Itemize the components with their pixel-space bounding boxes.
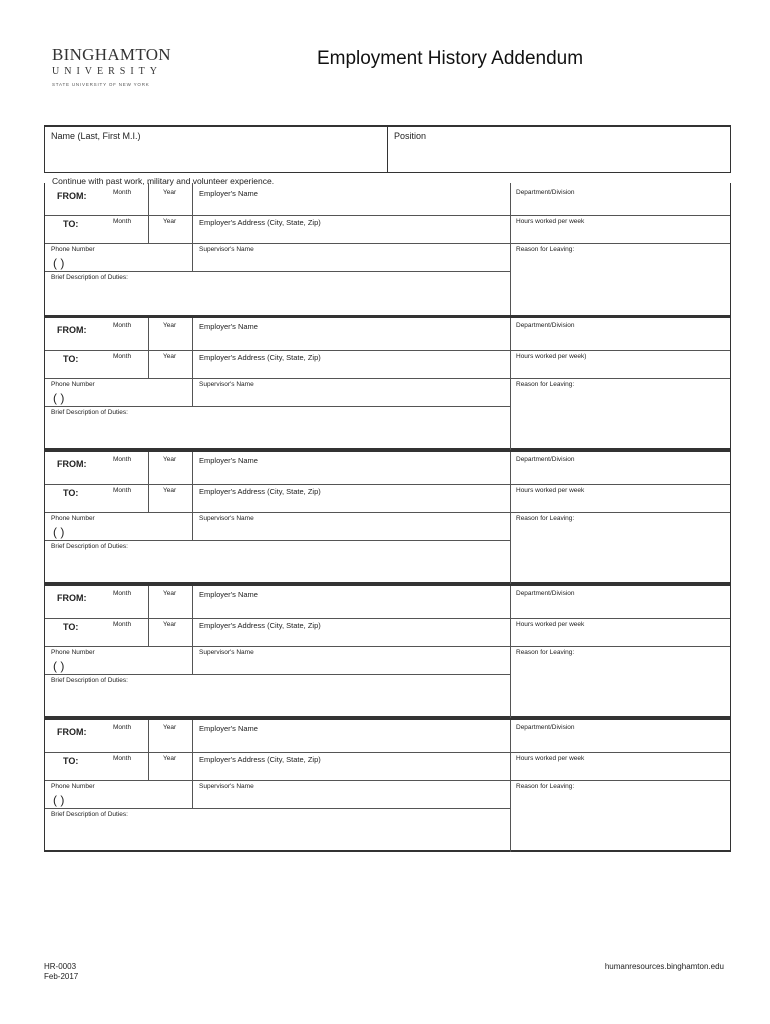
employment-entry [44, 316, 731, 450]
supervisor-field[interactable]: Supervisor's Name [199, 515, 254, 522]
employer-address-field[interactable]: Employer's Address (City, State, Zip) [199, 487, 321, 496]
supervisor-field[interactable]: Supervisor's Name [199, 246, 254, 253]
employment-entry [44, 718, 731, 852]
employer-address-field[interactable]: Employer's Address (City, State, Zip) [199, 621, 321, 630]
continue-instruction: Continue with past work, military and volunteer experience. [52, 176, 275, 186]
from-month-field[interactable]: Month [113, 590, 132, 597]
to-label: TO: [63, 488, 79, 498]
employer-name-field[interactable]: Employer's Name [199, 456, 258, 465]
supervisor-field[interactable]: Supervisor's Name [199, 783, 254, 790]
logo-line-3: STATE UNIVERSITY OF NEW YORK [52, 82, 150, 87]
to-year-field[interactable]: Year [163, 621, 177, 628]
reason-field[interactable]: Reason for Leaving: [516, 649, 575, 656]
to-month-field[interactable]: Month [113, 218, 132, 225]
employer-address-field[interactable]: Employer's Address (City, State, Zip) [199, 755, 321, 764]
phone-field[interactable]: ( ) [53, 793, 65, 807]
employer-address-field[interactable]: Employer's Address (City, State, Zip) [199, 218, 321, 227]
department-field[interactable]: Department/Division [516, 322, 575, 329]
from-year-field[interactable]: Year [163, 724, 177, 731]
employment-entry [44, 450, 731, 584]
header-section [44, 125, 731, 173]
employer-name-field[interactable]: Employer's Name [199, 322, 258, 331]
duties-field[interactable]: Brief Description of Duties: [51, 543, 128, 550]
reason-field[interactable]: Reason for Leaving: [516, 783, 575, 790]
to-year-field[interactable]: Year [163, 487, 177, 494]
employer-name-field[interactable]: Employer's Name [199, 189, 258, 198]
to-label: TO: [63, 354, 79, 364]
department-field[interactable]: Department/Division [516, 590, 575, 597]
from-year-field[interactable]: Year [163, 322, 177, 329]
to-year-field[interactable]: Year [163, 353, 177, 360]
from-month-field[interactable]: Month [113, 189, 132, 196]
reason-field[interactable]: Reason for Leaving: [516, 246, 575, 253]
from-label: FROM: [57, 593, 87, 603]
employment-entry [44, 183, 731, 317]
page-title: Employment History Addendum [316, 48, 584, 69]
phone-field[interactable]: ( ) [53, 256, 65, 270]
position-label: Position [394, 131, 427, 141]
footer-website: humanresources.binghamton.edu [604, 962, 724, 971]
supervisor-field[interactable]: Supervisor's Name [199, 381, 254, 388]
phone-label: Phone Number [51, 649, 95, 656]
university-logo [52, 46, 172, 87]
phone-label: Phone Number [51, 783, 95, 790]
hours-field[interactable]: Hours worked per week [516, 487, 585, 494]
duties-field[interactable]: Brief Description of Duties: [51, 677, 128, 684]
footer-left [44, 962, 78, 982]
form-date: Feb-2017 [44, 972, 79, 981]
from-year-field[interactable]: Year [163, 590, 177, 597]
department-field[interactable]: Department/Division [516, 724, 575, 731]
hours-field[interactable]: Hours worked per week [516, 755, 585, 762]
name-label: Name (Last, First M.I.) [51, 131, 141, 141]
to-year-field[interactable]: Year [163, 218, 177, 225]
employer-name-field[interactable]: Employer's Name [199, 724, 258, 733]
from-label: FROM: [57, 459, 87, 469]
to-label: TO: [63, 622, 79, 632]
reason-field[interactable]: Reason for Leaving: [516, 515, 575, 522]
to-month-field[interactable]: Month [113, 487, 132, 494]
phone-field[interactable]: ( ) [53, 391, 65, 405]
hours-field[interactable]: Hours worked per week [516, 621, 585, 628]
from-label: FROM: [57, 727, 87, 737]
department-field[interactable]: Department/Division [516, 189, 575, 196]
employment-entry [44, 584, 731, 718]
from-label: FROM: [57, 191, 87, 201]
logo-line-1: BINGHAMTON [52, 45, 171, 64]
to-month-field[interactable]: Month [113, 755, 132, 762]
from-month-field[interactable]: Month [113, 322, 132, 329]
to-year-field[interactable]: Year [163, 755, 177, 762]
hours-field[interactable]: Hours worked per week [516, 218, 585, 225]
to-month-field[interactable]: Month [113, 353, 132, 360]
reason-field[interactable]: Reason for Leaving: [516, 381, 575, 388]
from-label: FROM: [57, 325, 87, 335]
phone-field[interactable]: ( ) [53, 525, 65, 539]
from-month-field[interactable]: Month [113, 724, 132, 731]
from-month-field[interactable]: Month [113, 456, 132, 463]
department-field[interactable]: Department/Division [516, 456, 575, 463]
supervisor-field[interactable]: Supervisor's Name [199, 649, 254, 656]
phone-label: Phone Number [51, 246, 95, 253]
duties-field[interactable]: Brief Description of Duties: [51, 274, 128, 281]
form-code: HR-0003 [44, 962, 77, 971]
employer-address-field[interactable]: Employer's Address (City, State, Zip) [199, 353, 321, 362]
duties-field[interactable]: Brief Description of Duties: [51, 811, 128, 818]
to-month-field[interactable]: Month [113, 621, 132, 628]
hours-field[interactable]: Hours worked per week) [516, 353, 587, 360]
from-year-field[interactable]: Year [163, 189, 177, 196]
duties-field[interactable]: Brief Description of Duties: [51, 409, 128, 416]
phone-field[interactable]: ( ) [53, 659, 65, 673]
phone-label: Phone Number [51, 515, 95, 522]
position-field[interactable] [388, 127, 730, 172]
phone-label: Phone Number [51, 381, 95, 388]
logo-line-2: UNIVERSITY [52, 66, 162, 77]
to-label: TO: [63, 219, 79, 229]
name-field[interactable] [45, 127, 388, 172]
employer-name-field[interactable]: Employer's Name [199, 590, 258, 599]
to-label: TO: [63, 756, 79, 766]
from-year-field[interactable]: Year [163, 456, 177, 463]
